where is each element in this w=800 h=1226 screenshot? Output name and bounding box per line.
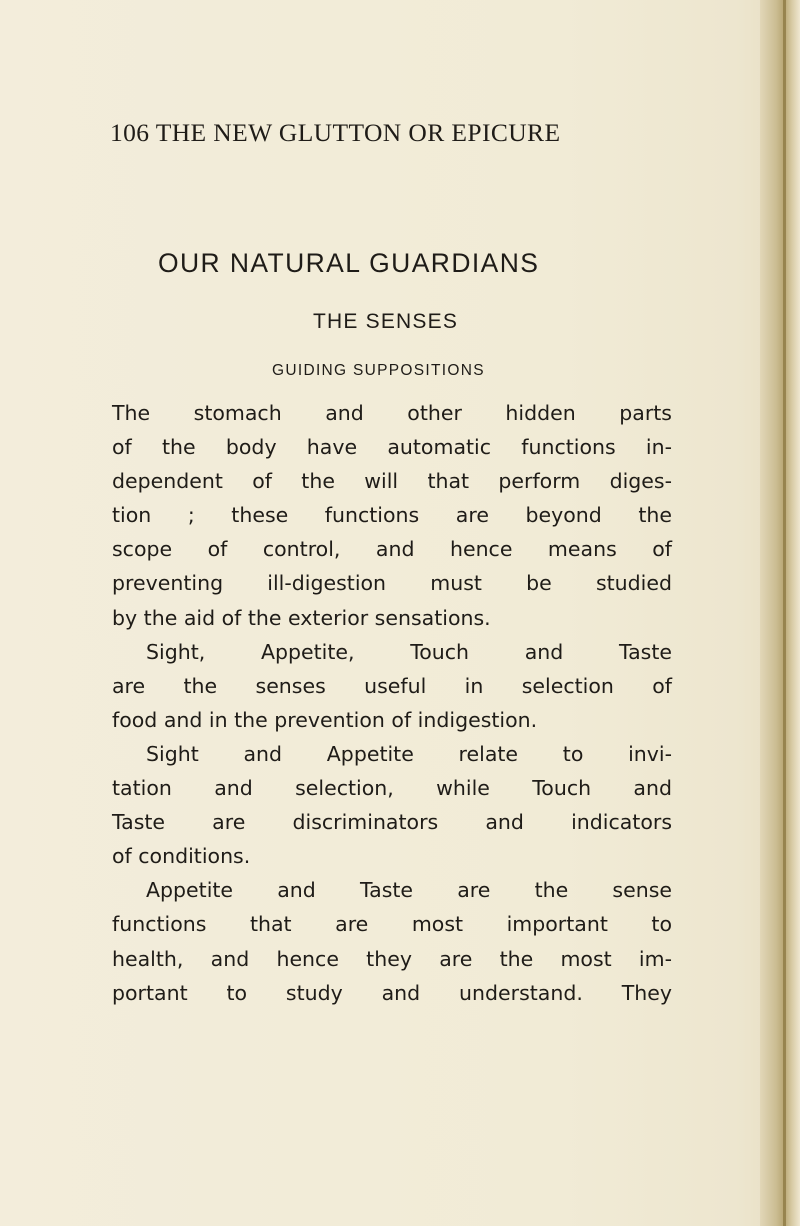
text-line: portant to study and understand. They	[112, 980, 672, 1005]
text-line: health, and hence they are the most im-	[112, 946, 672, 971]
text-line: preventing ill-digestion must be studied	[112, 571, 672, 596]
text-line: The stomach and other hidden parts	[112, 401, 672, 425]
section-heading: THE SENSES	[313, 310, 459, 333]
text-line: tation and selection, while Touch and	[112, 776, 672, 801]
text-line: Taste are discriminators and indicators	[112, 810, 672, 835]
text-line: of the body have automatic functions in-	[112, 435, 672, 460]
text-line: Sight, Appetite, Touch and Taste	[146, 639, 672, 664]
text-line: are the senses useful in selection of	[112, 673, 672, 698]
body-text	[112, 396, 672, 1010]
text-line: Appetite and Taste are the sense	[146, 878, 672, 903]
chapter-heading: OUR NATURAL GUARDIANS	[158, 248, 540, 278]
text-line: dependent of the will that perform diges-	[112, 469, 672, 494]
text-line: Sight and Appetite relate to invi-	[146, 741, 672, 766]
text-line: functions that are most important to	[112, 912, 672, 937]
running-head: 106 THE NEW GLUTTON OR EPICURE	[110, 118, 561, 147]
text-line: food and in the prevention of indigestion.	[112, 707, 538, 732]
binding-line	[783, 0, 786, 1226]
text-line: scope of control, and hence means of	[112, 537, 672, 562]
page-binding-edge	[760, 0, 800, 1226]
text-line: by the aid of the exterior sensations.	[112, 605, 491, 630]
text-line: of conditions.	[112, 844, 251, 869]
subsection-heading: GUIDING SUPPOSITIONS	[272, 362, 485, 379]
text-line: tion ; these functions are beyond the	[112, 503, 672, 528]
